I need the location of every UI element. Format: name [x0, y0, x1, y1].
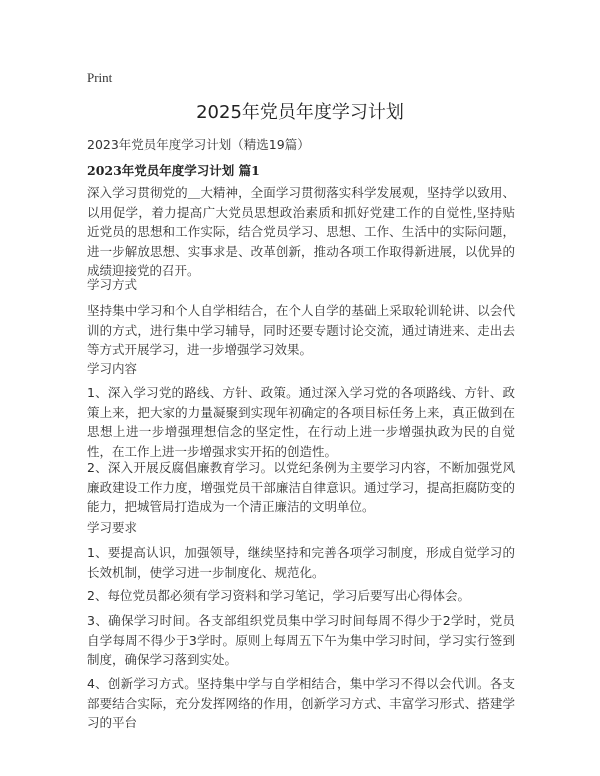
method-heading: 学习方式: [87, 277, 138, 292]
requirement-item-2: 2、每位党员都必须有学习资料和学习笔记，学习后要写出心得体会。: [87, 588, 470, 603]
content-item-2: 2、深入开展反腐倡廉教育学习。以党纪条例为主要学习内容，不断加强党风廉政建设工作力度，增强党员干部廉洁自律意识。通过学习，提高拒腐防变的能力，把城管局打造成为一个清正廉洁的文明单位。: [87, 460, 515, 514]
requirement-item-3: 3、确保学习时间。各支部组织党员集中学习时间每周不得少于2学时，党员自学每周不得少于3学时。原则上每周五下午为集中学习时间，学习实行签到制度，确保学习落到实处。: [87, 613, 515, 667]
requirements-heading: 学习要求: [87, 520, 138, 535]
section-title: 2023年党员年度学习计划 篇1: [87, 163, 260, 178]
intro-paragraph: 深入学习贯彻党的＿大精神，全面学习贯彻落实科学发展观，坚持学以致用、以用促学，着力提高广大党员思想政治素质和抓好党建工作的自觉性,坚持贴近党员的思想和工作实际，结合党员学习、思想、工作、生活中的实际问题，进一步解放思想、实事求是、改革创新，推动各项工作取得新进展，以优异的成绩迎接党的召开。: [87, 185, 515, 278]
requirement-item-1: 1、要提高认识，加强领导，继续坚持和完善各项学习制度，形成自觉学习的长效机制，使学习进一步制度化、规范化。: [87, 545, 515, 580]
content-heading: 学习内容: [87, 361, 138, 376]
content-item-1: 1、深入学习党的路线、方针、政策。通过深入学习党的各项路线、方针、政策上来，把大家的力量凝聚到实现年初确定的各项目标任务上来，真正做到在思想上进一步增强理想信念的坚定性，在行动上进一步增强执政为民的自觉性，在工作上进一步增强求实开拓的创造性。: [87, 385, 515, 459]
document-title: 2025年党员年度学习计划: [196, 102, 404, 123]
method-paragraph: 坚持集中学习和个人自学相结合，在个人自学的基础上采取轮训轮讲、以会代训的方式，进行集中学习辅导，同时还要专题讨论交流，通过请进来、走出去等方式开展学习，进一步增强学习效果。: [87, 303, 515, 357]
print-link[interactable]: Print: [87, 70, 113, 85]
document-subtitle: 2023年党员年度学习计划（精选19篇）: [87, 137, 310, 152]
requirement-item-4: 4、创新学习方式。坚持集中学与自学相结合，集中学习不得以会代训。各支部要结合实际，充分发挥网络的作用，创新学习方式、丰富学习形式、搭建学习的平台: [87, 676, 515, 730]
